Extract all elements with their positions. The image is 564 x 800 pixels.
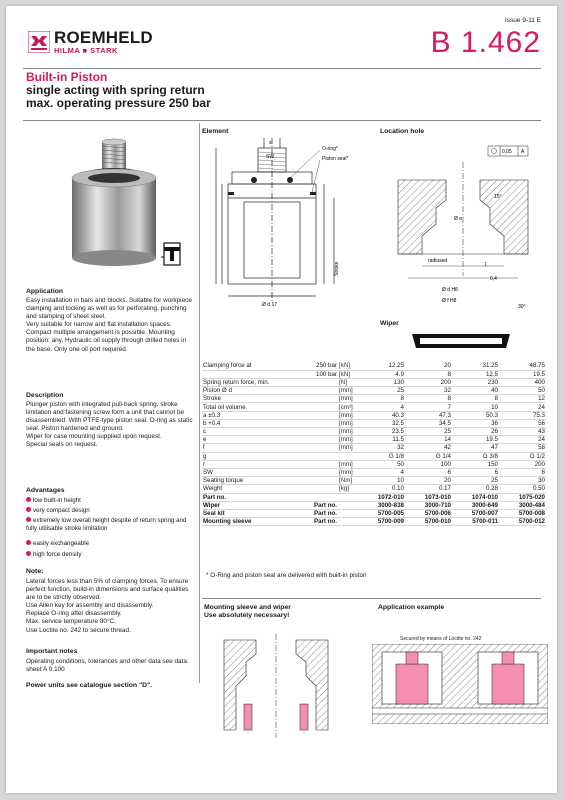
angle-30-label: 30° [518, 304, 526, 310]
table-cell: 8 [452, 395, 499, 403]
row-label: Stroke [202, 395, 302, 403]
row-unit [338, 493, 358, 501]
table-cell: 31.25 [452, 362, 499, 370]
table-cell: 10 [452, 403, 499, 411]
table-cell: 4.9 [358, 370, 405, 378]
row-sublabel: 250 bar [302, 362, 338, 370]
mounting-drawing [216, 630, 336, 740]
table-row [202, 411, 546, 419]
table-row [202, 378, 546, 386]
table-row [202, 493, 546, 501]
bullet-icon [26, 507, 31, 512]
advantage-item: easily exchangeable [26, 540, 89, 548]
row-sublabel [302, 452, 338, 460]
table-cell: 12.5 [452, 370, 499, 378]
hydraulic-symbol-icon [161, 241, 183, 267]
row-label: f [202, 444, 302, 452]
table-cell: 6 [452, 468, 499, 476]
advantages-heading: Advantages [26, 487, 65, 494]
table-cell: 7 [405, 403, 452, 411]
datasheet-page [6, 6, 557, 793]
row-label: Weight [202, 485, 302, 493]
row-sublabel: 100 bar [302, 370, 338, 378]
table-cell: 10 [358, 477, 405, 485]
doc-code: B 1.462 [430, 26, 541, 59]
row-unit: [Nm] [338, 477, 358, 485]
application-heading: Application [26, 288, 64, 295]
row-sublabel [302, 403, 338, 411]
advantage-item: low built-in height [26, 497, 81, 505]
table-cell: 48.75 [499, 362, 546, 370]
advantage-item: high force density [26, 551, 82, 559]
row-sublabel [302, 395, 338, 403]
divider [202, 598, 541, 599]
row-sublabel [302, 419, 338, 427]
table-row [202, 444, 546, 452]
table-cell: 25 [405, 428, 452, 436]
table-cell: 43 [499, 428, 546, 436]
table-cell: 5700-011 [452, 518, 499, 526]
table-cell: G 1/4 [405, 452, 452, 460]
table-cell: 5700-012 [499, 518, 546, 526]
bullet-icon [26, 551, 31, 556]
table-cell: 24 [499, 436, 546, 444]
table-cell: 200 [405, 378, 452, 386]
table-cell: 8 [405, 395, 452, 403]
table-cell: 20 [405, 477, 452, 485]
row-label: Wiper [202, 501, 302, 509]
table-cell: 23.5 [358, 428, 405, 436]
table-cell: 47.3 [405, 411, 452, 419]
table-cell: 8 [405, 370, 452, 378]
table-cell: 47 [452, 444, 499, 452]
product-photo [64, 138, 164, 268]
row-label: Seal kit [202, 509, 302, 517]
table-row [202, 501, 546, 509]
table-row [202, 419, 546, 427]
radius-04-label: 0,4 [490, 276, 497, 282]
row-label: Clamping force at [202, 362, 302, 370]
wiper-heading: Wiper [380, 320, 399, 327]
table-cell: 5700-008 [499, 509, 546, 517]
important-heading: Important notes [26, 648, 78, 655]
table-cell: 34.5 [405, 419, 452, 427]
table-row [202, 436, 546, 444]
table-cell: 12.25 [358, 362, 405, 370]
row-sublabel: Part no. [302, 501, 338, 509]
table-row [202, 518, 546, 526]
row-sublabel [302, 378, 338, 386]
row-unit: [cm³] [338, 403, 358, 411]
table-cell: 0.17 [405, 485, 452, 493]
table-row [202, 362, 546, 370]
table-cell: 19.5 [499, 370, 546, 378]
issue-label: Issue 9-11 E [504, 17, 541, 24]
table-cell: 20 [405, 362, 452, 370]
table-cell: 25 [358, 387, 405, 395]
table-cell: 32 [358, 444, 405, 452]
table-cell: 400 [499, 378, 546, 386]
table-row [202, 509, 546, 517]
description-heading: Description [26, 392, 64, 399]
application-example-drawing [372, 644, 548, 724]
table-cell: 30 [499, 477, 546, 485]
table-cell: 5700-006 [405, 509, 452, 517]
table-cell: 40 [452, 387, 499, 395]
row-label: Total oil volume [202, 403, 302, 411]
oring-label: O-ring* [322, 146, 338, 152]
table-cell: 50.3 [452, 411, 499, 419]
row-sublabel [302, 387, 338, 395]
row-label: a ±0.3 [202, 411, 302, 419]
description-text: Plunger piston with integrated pull-back spring, stroke limitation and fastening screw form a unit that cannot be disassembled. With PTFE-type piston seal. O-ring as static seal. Piston hardened and ground. Wiper for case mounting supplied upon request. Special seals on request. [26, 401, 193, 449]
row-unit: [mm] [338, 419, 358, 427]
table-row [202, 387, 546, 395]
table-cell: 5700-005 [358, 509, 405, 517]
table-cell: 0.28 [452, 485, 499, 493]
s-label: s [269, 140, 272, 146]
table-cell: 42 [405, 444, 452, 452]
row-label: Piston Ø d [202, 387, 302, 395]
mounting-heading: Mounting sleeve and wiper Use absolutely necessary! [204, 604, 291, 620]
datum-label: A [521, 149, 525, 155]
table-cell: G 3/8 [452, 452, 499, 460]
table-cell: 14 [405, 436, 452, 444]
row-unit: [mm] [338, 436, 358, 444]
row-unit: [mm] [338, 387, 358, 395]
table-cell: G 1/2 [499, 452, 546, 460]
power-units-note: Power units see catalogue section "D". [26, 682, 153, 689]
table-cell: 1073-010 [405, 493, 452, 501]
row-sublabel [302, 493, 338, 501]
table-cell: 50 [358, 460, 405, 468]
row-unit: [mm] [338, 395, 358, 403]
table-cell: 4 [358, 468, 405, 476]
stroke-label: Stroke [334, 261, 340, 276]
row-label: r [202, 460, 302, 468]
radius-1-label: 1 [484, 262, 487, 268]
brand-name: ROEMHELD [54, 28, 153, 47]
table-cell: 25 [452, 477, 499, 485]
row-label [202, 370, 302, 378]
row-unit: [mm] [338, 468, 358, 476]
table-row [202, 477, 546, 485]
table-cell: 1074-010 [452, 493, 499, 501]
angle-15-label: 15° [494, 194, 502, 200]
row-sublabel [302, 436, 338, 444]
element-heading: Element [202, 128, 229, 135]
application-text: Easy installation in bars and blocks. Suitable for workpiece clamping and locking as well as for perforating, punching and stamping of sheet steel. Very suitable for narrow and flat installation spaces. Compact multiple arrangement is possible. Mounting position: any. Hydraulic oil supply through drilled holes in the base. Only one oil port required. [26, 297, 192, 353]
bullet-icon [26, 540, 31, 545]
row-unit: [mm] [338, 460, 358, 468]
row-sublabel [302, 460, 338, 468]
page-subtitle: single acting with spring return [26, 83, 205, 97]
table-cell: 3000-838 [358, 501, 405, 509]
table-cell: 0.10 [358, 485, 405, 493]
row-unit [338, 452, 358, 460]
table-row [202, 485, 546, 493]
table-cell: 5700-009 [358, 518, 405, 526]
table-cell: 5700-010 [405, 518, 452, 526]
d-e-label: Ø e [454, 216, 463, 222]
table-cell: 1075-020 [499, 493, 546, 501]
table-cell: 12 [499, 395, 546, 403]
table-cell: 5700-007 [452, 509, 499, 517]
row-unit: [mm] [338, 411, 358, 419]
table-row [202, 452, 546, 460]
table-cell: 3000-484 [499, 501, 546, 509]
radiused-label: radiused [428, 258, 448, 264]
advantage-item: very compact design [26, 507, 90, 515]
table-cell: 36 [452, 419, 499, 427]
row-unit [338, 509, 358, 517]
table-cell: 40.3 [358, 411, 405, 419]
row-label: Part no. [202, 493, 302, 501]
row-label: e [202, 436, 302, 444]
wiper-drawing [406, 326, 516, 356]
sw-label: SW [266, 154, 275, 160]
row-label: b +0.4 [202, 419, 302, 427]
table-cell: 50 [499, 387, 546, 395]
row-unit: [kg] [338, 485, 358, 493]
row-unit [338, 518, 358, 526]
table-cell: 230 [452, 378, 499, 386]
divider [23, 120, 541, 121]
table-footnote: * O-Ring and piston seal are delivered with built-in piston [206, 572, 367, 579]
row-sublabel [302, 444, 338, 452]
table-cell: 75.3 [499, 411, 546, 419]
table-cell: 56 [499, 419, 546, 427]
flatness-label: 0,05 [502, 149, 512, 155]
table-row [202, 428, 546, 436]
row-label: Seating torque [202, 477, 302, 485]
page-title: Built-in Piston [26, 70, 108, 84]
row-label: Mounting sleeve [202, 518, 302, 526]
location-hole-drawing [378, 136, 548, 314]
row-sublabel: Part no. [302, 509, 338, 517]
table-cell: 130 [358, 378, 405, 386]
row-sublabel [302, 428, 338, 436]
table-cell: 150 [452, 460, 499, 468]
table-row [202, 468, 546, 476]
table-cell: 32 [405, 387, 452, 395]
row-label: c [202, 428, 302, 436]
row-unit: [N] [338, 378, 358, 386]
table-cell: 3000-710 [405, 501, 452, 509]
row-label: SW [202, 468, 302, 476]
note-heading: Note: [26, 568, 44, 575]
table-cell: G 1/8 [358, 452, 405, 460]
table-cell: 3000-649 [452, 501, 499, 509]
table-cell: 200 [499, 460, 546, 468]
table-row [202, 395, 546, 403]
location-hole-heading: Location hole [380, 128, 425, 135]
row-unit: [kN] [338, 362, 358, 370]
row-unit: [mm] [338, 428, 358, 436]
table-cell: 0.50 [499, 485, 546, 493]
d17-label: Ø d 17 [262, 302, 278, 308]
roemheld-logo-icon [28, 31, 50, 53]
row-sublabel [302, 485, 338, 493]
application-example-heading: Application example [378, 604, 445, 611]
advantage-item: extremely low overall height despite of return spring and fully utilisable stroke limitation [26, 517, 187, 532]
table-cell: 11.5 [358, 436, 405, 444]
table-cell: 4 [358, 403, 405, 411]
row-label: Spring return force, min. [202, 378, 302, 386]
row-unit [338, 501, 358, 509]
page-subtitle-2: max. operating pressure 250 bar [26, 96, 211, 110]
table-cell: 8 [358, 395, 405, 403]
table-cell: 24 [499, 403, 546, 411]
row-sublabel [302, 411, 338, 419]
table-row [202, 370, 546, 378]
element-drawing [202, 136, 362, 314]
row-unit: [kN] [338, 370, 358, 378]
table-cell: 19.5 [452, 436, 499, 444]
table-row [202, 403, 546, 411]
table-cell: 58 [499, 444, 546, 452]
row-sublabel [302, 477, 338, 485]
table-row [202, 460, 546, 468]
table-cell: 6 [405, 468, 452, 476]
table-cell: 1072-010 [358, 493, 405, 501]
piston-seal-label: Piston seal* [322, 156, 349, 162]
brand-subtitle: HILMA ■ STARK [54, 46, 118, 55]
d-h8-label: Ø d H8 [442, 287, 458, 293]
note-text: Lateral forces less than 5% of clamping forces. To ensure perfect function, build-in dimensions and surface qualities are to be strictly observed. Use Allen key for assembly and disassembly. Replace O-ring after disassembly. Max. service temperature 80°C. Use Loctite no. 242 to secure thread. [26, 578, 189, 634]
row-label: g [202, 452, 302, 460]
specifications-table [202, 362, 546, 526]
row-unit: [mm] [338, 444, 358, 452]
table-cell: 100 [405, 460, 452, 468]
row-sublabel: Part no. [302, 518, 338, 526]
row-sublabel [302, 468, 338, 476]
divider [23, 68, 541, 69]
table-cell: 8 [499, 468, 546, 476]
loctite-note: Secured by means of Loctite no. 242 [400, 636, 482, 642]
important-text: Operating conditions, tolerances and other data see data sheet A 0.100 [26, 658, 187, 674]
column-divider [199, 123, 200, 683]
bullet-icon [26, 517, 31, 522]
f-h8-label: Ø f H8 [442, 298, 457, 304]
bullet-icon [26, 497, 31, 502]
table-cell: 32.5 [358, 419, 405, 427]
table-cell: 26 [452, 428, 499, 436]
